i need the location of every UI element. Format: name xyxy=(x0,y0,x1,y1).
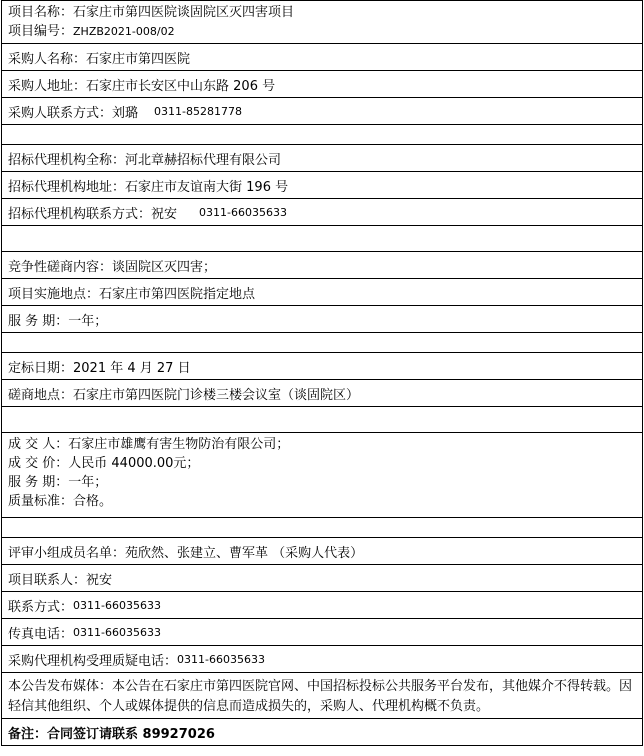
contact-phone-row xyxy=(1,592,643,619)
purchaser-contact-phone: 0311-85281778 xyxy=(154,104,242,118)
service-period-value: 一年； xyxy=(68,313,108,329)
fax-row xyxy=(1,619,643,646)
result-block xyxy=(1,433,643,518)
fax-label: 传真电话： xyxy=(8,626,74,642)
price-line xyxy=(8,454,642,473)
project-number-value: ZHZB2021-008/02 xyxy=(73,25,175,38)
purchaser-name-row xyxy=(1,44,643,71)
notice-row xyxy=(1,673,643,719)
price-label: 成 交 价： xyxy=(8,456,69,471)
winner-value: 石家庄市雄鹰有害生物防治有限公司； xyxy=(68,437,290,452)
blank-row xyxy=(1,333,643,353)
purchaser-name-label: 采购人名称： xyxy=(8,51,87,67)
purchaser-contact-label: 采购人联系方式： xyxy=(8,105,113,121)
agency-name-label: 招标代理机构全称： xyxy=(8,152,126,168)
complaint-phone-row xyxy=(1,646,643,673)
winner-label: 成 交 人： xyxy=(8,437,69,452)
winner-line xyxy=(8,435,642,454)
blank-row xyxy=(1,518,643,538)
procurement-location-label: 项目实施地点： xyxy=(8,286,100,302)
project-name-label: 项目名称： xyxy=(8,5,74,20)
complaint-phone-label: 采购代理机构受理质疑电话： xyxy=(8,653,178,669)
notice-text: 本公告发布媒体：本公告在石家庄市第四医院官网、中国招标投标公共服务平台发布，其他媒介不得转载。因轻信其他组织、个人或媒体提供的信息而造成损失的，采购人、代理机构概不负责。 xyxy=(8,679,633,714)
remark-row xyxy=(1,719,643,746)
fax-value: 0311-66035633 xyxy=(73,625,161,639)
purchaser-name-value: 石家庄市第四医院 xyxy=(86,51,191,67)
project-number-label: 项目编号： xyxy=(8,24,74,39)
blank-row xyxy=(1,125,643,145)
purchaser-contact-name: 刘璐 xyxy=(112,105,139,121)
purchaser-address-row xyxy=(1,71,643,98)
consultation-venue-value: 石家庄市第四医院门诊楼三楼会议室（谈固院区） xyxy=(73,387,360,403)
remark-value: 合同签订请联系 89927026 xyxy=(47,726,215,742)
bid-result-announcement xyxy=(1,0,643,746)
award-date-label: 定标日期： xyxy=(8,360,74,376)
project-info-row xyxy=(1,0,643,44)
quality-label: 质量标准： xyxy=(8,494,74,509)
project-contact-value: 祝安 xyxy=(86,572,113,588)
service-period-label: 服 务 期： xyxy=(8,313,69,329)
quality-value: 合格。 xyxy=(73,494,113,509)
procurement-content-row xyxy=(1,252,643,279)
consultation-venue-label: 磋商地点： xyxy=(8,387,74,403)
agency-contact-row xyxy=(1,199,643,226)
service-period-row xyxy=(1,306,643,333)
committee-label: 评审小组成员名单： xyxy=(8,545,126,561)
remark-label: 备注： xyxy=(8,726,48,742)
result-period-value: 一年； xyxy=(68,475,108,490)
award-date-value: 2021 年 4 月 27 日 xyxy=(73,360,191,376)
procurement-location-value: 石家庄市第四医院指定地点 xyxy=(99,286,256,302)
project-contact-label: 项目联系人： xyxy=(8,572,87,588)
agency-contact-name: 祝安 xyxy=(151,206,178,222)
contact-phone-value: 0311-66035633 xyxy=(73,598,161,612)
purchaser-address-value: 石家庄市长安区中山东路 206 号 xyxy=(86,78,276,94)
procurement-location-row xyxy=(1,279,643,306)
complaint-phone-value: 0311-66035633 xyxy=(177,652,265,666)
result-period-line xyxy=(8,473,642,492)
project-name xyxy=(8,3,642,22)
project-number xyxy=(8,22,642,41)
agency-name-row xyxy=(1,145,643,172)
blank-row xyxy=(1,407,643,433)
agency-address-row xyxy=(1,172,643,199)
award-date-row xyxy=(1,353,643,380)
agency-address-label: 招标代理机构地址： xyxy=(8,179,126,195)
result-period-label: 服 务 期： xyxy=(8,475,69,490)
committee-value: 苑欣然、张建立、曹军革 （采购人代表） xyxy=(125,545,364,561)
committee-row xyxy=(1,538,643,565)
blank-row xyxy=(1,226,643,252)
purchaser-address-label: 采购人地址： xyxy=(8,78,87,94)
quality-line xyxy=(8,492,642,511)
project-name-value: 石家庄市第四医院谈固院区灭四害项目 xyxy=(73,5,295,20)
price-value: 人民币 44000.00元； xyxy=(68,456,200,471)
agency-contact-label: 招标代理机构联系方式： xyxy=(8,206,152,222)
consultation-venue-row xyxy=(1,380,643,407)
agency-address-value: 石家庄市友谊南大街 196 号 xyxy=(125,179,289,195)
procurement-content-value: 谈固院区灭四害； xyxy=(112,259,217,275)
agency-contact-phone: 0311-66035633 xyxy=(199,205,287,219)
agency-name-value: 河北章赫招标代理有限公司 xyxy=(125,152,282,168)
project-contact-row xyxy=(1,565,643,592)
purchaser-contact-row xyxy=(1,98,643,125)
contact-phone-label: 联系方式： xyxy=(8,599,74,615)
procurement-content-label: 竞争性磋商内容： xyxy=(8,259,113,275)
